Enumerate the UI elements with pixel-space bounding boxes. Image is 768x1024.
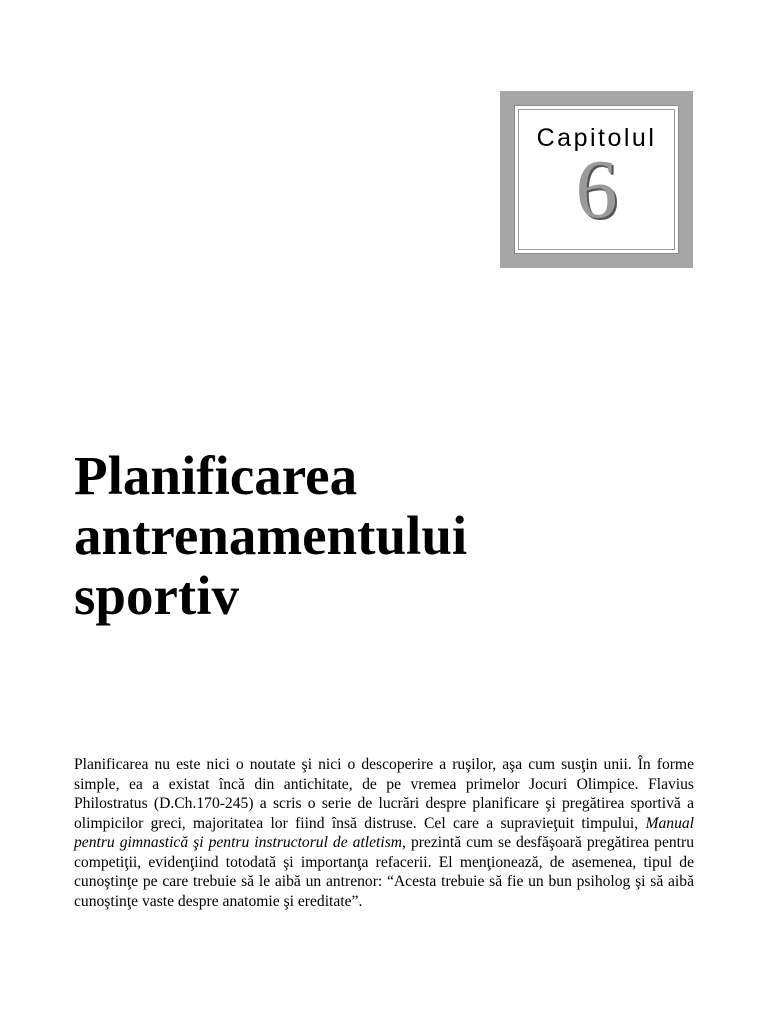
chapter-number: 6 (575, 143, 618, 236)
title-line-2: antrenamentului (74, 505, 468, 566)
chapter-title (74, 446, 714, 626)
title-line-1: Planificarea (74, 445, 358, 506)
title-line-3: sportiv (74, 565, 239, 626)
paragraph-text-start: Planificarea nu este nici o noutate şi nici o descoperire a ruşilor, aşa cum susţin unii. În forme simple, ea a existat încă din antichitate, de pe vremea primelor Jocuri Olimpice. Flavius Philostratus (D.Ch.170-245) a scris o serie de lucrări despre planificare şi pregătirea sportivă a olimpicilor greci, majoritatea lor fiind însă distruse. Cel care a supravieţuit timpului, (74, 756, 694, 832)
chapter-box (500, 91, 693, 268)
chapter-inner (518, 109, 675, 250)
book-title-italic: Manual pentru gimnastică şi pentru instructorul de atletism, (74, 814, 694, 851)
chapter-frame (514, 105, 679, 254)
intro-paragraph (74, 755, 694, 911)
paragraph-text-end: prezintă cum se desfăşoară pregătirea pentru competiţii, evidenţiind totodată şi importanţa refacerii. El menţionează, de asemenea, tipul de cunoştinţe pe care trebuie să le aibă un antrenor: “Acesta trebuie să fie un bun psiholog şi să aibă cunoştinţe vaste despre anatomie şi ereditate”. (74, 834, 694, 910)
chapter-label: Capitolul (536, 124, 657, 152)
